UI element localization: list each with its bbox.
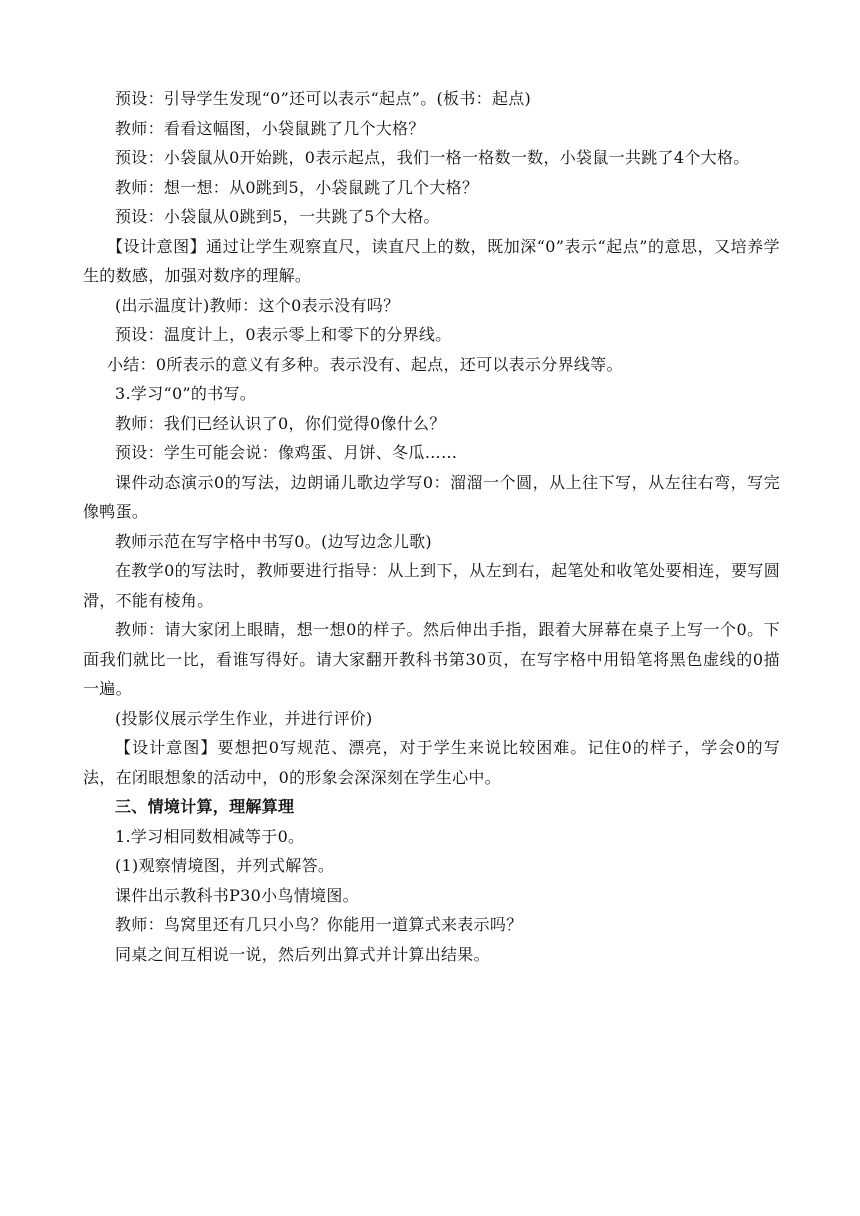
paragraph-summary: 小结：0所表示的意义有多种。表示没有、起点，还可以表示分界线等。 <box>107 354 623 374</box>
section-heading-3: 三、情境计算，理解算理 <box>115 797 295 816</box>
paragraph-preset-5-squares: 预设：小袋鼠从0跳到5，一共跳了5个大格。 <box>115 207 440 226</box>
paragraph-teaching-guide: 在教学0的写法时，教师要进行指导：从上到下，从左到右，起笔处和收笔处要相连，要写圆滑，不能有棱角。 <box>83 561 780 610</box>
paragraph-deskmate: 同桌之间互相说一说，然后列出算式并计算出结果。 <box>115 944 490 964</box>
paragraph-subtraction-zero: 1.学习相同数相减等于0。 <box>115 826 305 846</box>
paragraph-teacher-demo: 教师示范在写字格中书写0。(边写边念儿歌) <box>115 531 432 551</box>
paragraph-design-intent-2: 【设计意图】要想把0写规范、漂亮，对于学生来说比较困难。记住0的样子，学会0的写法，在闭眼想象的活动中，0的形象会深深刻在学生心中。 <box>83 738 780 787</box>
paragraph-preset-egg: 预设：学生可能会说：像鸡蛋、月饼、冬瓜…… <box>115 443 458 462</box>
paragraph-design-intent-1: 【设计意图】通过让学生观察直尺，读直尺上的数，既加深“0”表示“起点”的意思，又培养学生的数感，加强对数序的理解。 <box>83 236 780 285</box>
paragraph-teacher-birds: 教师：鸟窝里还有几只小鸟？你能用一道算式来表示吗？ <box>115 915 523 934</box>
paragraph-learn-writing: 3.学习“0”的书写。 <box>115 384 257 403</box>
paragraph-thermometer: (出示温度计)教师：这个0表示没有吗？ <box>115 295 400 315</box>
paragraph-preset-4-squares: 预设：小袋鼠从0开始跳，0表示起点，我们一格一格数一数，小袋鼠一共跳了4个大格。 <box>115 148 750 167</box>
paragraph-teacher-question-2: 教师：想一想：从0跳到5，小袋鼠跳了几个大格？ <box>115 177 479 197</box>
paragraph-teacher-question-1: 教师：看看这幅图，小袋鼠跳了几个大格？ <box>115 118 425 138</box>
paragraph-projector: (投影仪展示学生作业，并进行评价) <box>115 708 373 728</box>
paragraph-observe-scene: (1)观察情境图，并列式解答。 <box>115 856 335 875</box>
paragraph-preset-origin: 预设：引导学生发现“0”还可以表示“起点”。(板书：起点) <box>115 89 532 108</box>
paragraph-bird-scene: 课件出示教科书P30小鸟情境图。 <box>115 885 359 905</box>
paragraph-preset-boundary: 预设：温度计上，0表示零上和零下的分界线。 <box>115 325 452 344</box>
paragraph-courseware-demo: 课件动态演示0的写法，边朗诵儿歌边学写0：溜溜一个圆，从上往下写，从左往右弯，写完像鸭蛋。 <box>83 472 780 521</box>
paragraph-teacher-question-3: 教师：我们已经认识了0，你们觉得0像什么？ <box>115 413 446 433</box>
paragraph-teacher-close-eyes: 教师：请大家闭上眼睛，想一想0的样子。然后伸出手指，跟着大屏幕在桌子上写一个0。下面我们就比一比，看谁写得好。请大家翻开教科书第30页，在写字格中用铅笔将黑色虚线的0描一遍。 <box>83 620 780 698</box>
document-page <box>83 84 780 969</box>
